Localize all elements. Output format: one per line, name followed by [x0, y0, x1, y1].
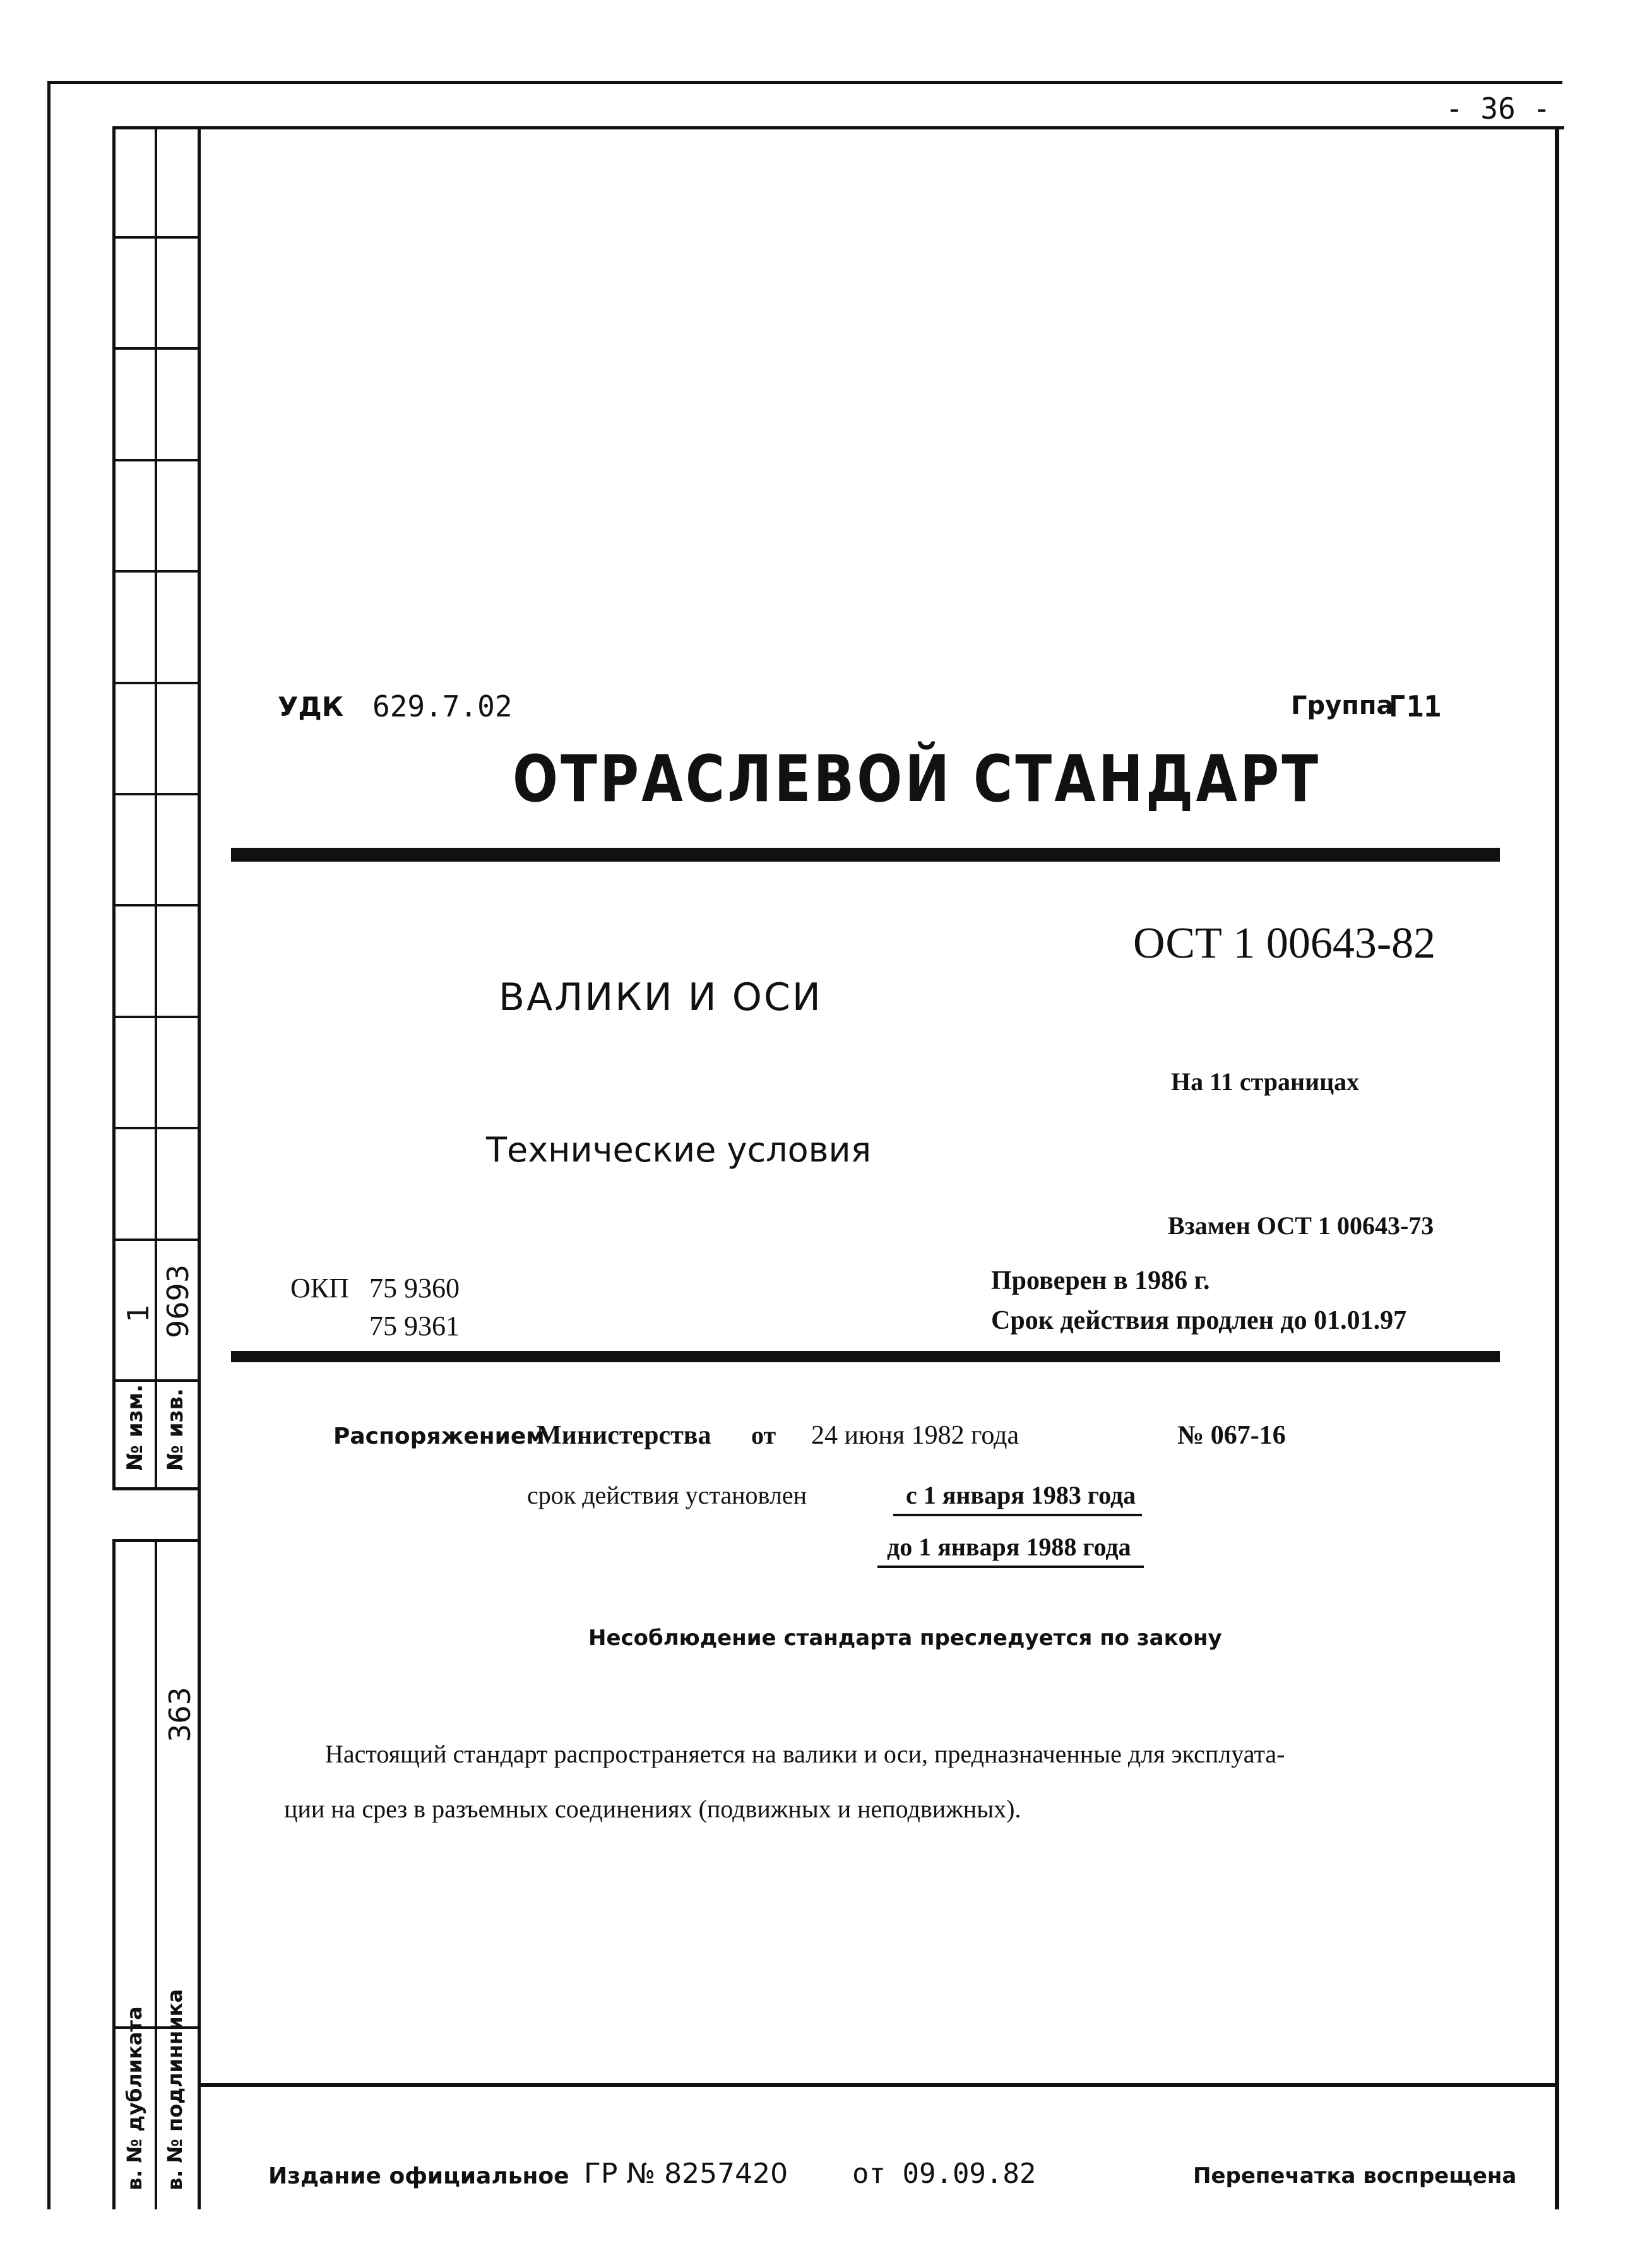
margin-row-rule	[112, 793, 199, 795]
group-value: Г11	[1389, 689, 1442, 723]
margin-col-mid-lower	[155, 1540, 157, 2209]
validity-from: с 1 января 1983 года	[893, 1480, 1142, 1516]
label-original-no: в. № подлинника	[163, 1989, 187, 2190]
order-date: 24 июня 1982 года	[811, 1421, 1019, 1450]
legal-warning: Несоблюдение стандарта преследуется по закону	[588, 1625, 1222, 1651]
page-number: - 36 -	[1446, 92, 1551, 126]
group-label: Группа	[1291, 691, 1394, 720]
margin-row-rule	[112, 347, 199, 350]
document-subtitle: Технические условия	[486, 1130, 872, 1170]
document-title: ВАЛИКИ И ОСИ	[499, 975, 823, 1019]
margin-row-rule	[112, 1127, 199, 1129]
edition-note: Издание официальное	[268, 2163, 569, 2189]
margin-row-rule	[112, 1487, 199, 1490]
margin-col-left-lower	[112, 1540, 116, 2209]
document-heading: ОТРАСЛЕВОЙ СТАНДАРТ	[513, 742, 1321, 817]
margin-row-rule	[112, 1539, 199, 1542]
pages-note: На 11 страницах	[1171, 1067, 1360, 1096]
scope-line-1: Настоящий стандарт распространяется на валики и оси, предназначенные для эксплуата-	[325, 1740, 1285, 1768]
margin-row-rule	[112, 1379, 199, 1382]
margin-row-rule	[112, 459, 199, 461]
registration-number: ГР № 8257420	[584, 2158, 788, 2190]
checked-note: Проверен в 1986 г.	[991, 1266, 1210, 1295]
margin-row-rule	[112, 682, 199, 684]
registration-date: от 09.09.82	[852, 2158, 1037, 2190]
udk-label: УДК	[278, 691, 344, 722]
reprint-note: Перепечатка воспрещена	[1193, 2163, 1517, 2189]
margin-col-mid	[155, 126, 157, 1490]
validity-label: срок действия установлен	[527, 1481, 807, 1509]
margin-row-rule	[112, 1016, 199, 1018]
okp-label: ОКП	[290, 1273, 349, 1304]
order-prefix: Распоряжением	[333, 1423, 545, 1449]
notice-number: 9693	[161, 1264, 195, 1338]
label-change-no: № изм.	[122, 1384, 148, 1471]
top-border	[47, 81, 1562, 84]
order-ministry: Министерства	[537, 1421, 711, 1450]
right-border	[1555, 126, 1559, 2209]
label-notice-no: № изв.	[163, 1388, 188, 1471]
inner-top-border	[112, 126, 1564, 129]
margin-row-rule	[112, 236, 199, 239]
margin-row-rule	[112, 904, 199, 906]
details-rule	[231, 1351, 1500, 1362]
label-duplicate-no: в. № дубликата	[122, 2006, 146, 2190]
inventory-number: 363	[163, 1687, 197, 1742]
udk-value: 629.7.02	[372, 689, 513, 723]
change-number: 1	[121, 1304, 155, 1322]
validity-extended: Срок действия продлен до 01.01.97	[991, 1306, 1407, 1335]
validity-to: до 1 января 1988 года	[877, 1532, 1144, 1568]
order-number: № 067-16	[1177, 1421, 1286, 1450]
okp-code-2: 75 9361	[369, 1310, 460, 1341]
footer-rule	[198, 2083, 1558, 2087]
order-from: от	[751, 1421, 776, 1449]
margin-col-right	[198, 126, 201, 2209]
okp-code-1: 75 9360	[369, 1273, 460, 1304]
standard-code: ОСТ 1 00643-82	[1133, 919, 1436, 968]
heading-rule	[231, 848, 1500, 862]
replaces-note: Взамен ОСТ 1 00643-73	[1168, 1211, 1434, 1240]
margin-row-rule	[112, 1239, 199, 1241]
scope-line-2: ции на срез в разъемных соединениях (подвижных и неподвижных).	[284, 1795, 1021, 1823]
margin-col-left	[112, 126, 116, 1490]
left-border	[47, 81, 51, 2209]
margin-row-rule	[112, 570, 199, 573]
